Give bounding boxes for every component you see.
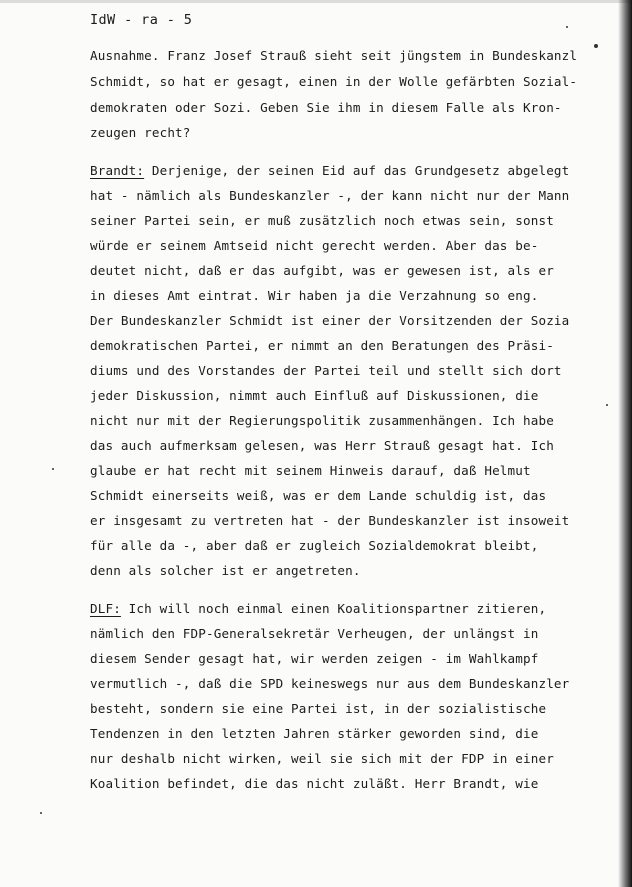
- text-line: denn als solcher ist er angetreten.: [90, 563, 361, 578]
- speaker-label: Brandt:: [90, 163, 145, 178]
- text-line: demokratischen Partei, er nimmt an den Beratungen des Präsi-: [90, 338, 554, 353]
- text-line: glaube er hat recht mit seinem Hinweis darauf, daß Helmut: [90, 463, 531, 478]
- text-line: diums und des Vorstandes der Partei teil und stellt sich dort: [90, 363, 562, 378]
- text-line: besteht, sondern sie eine Partei ist, in der sozialistische: [90, 701, 547, 716]
- text-line: deutet nicht, daß er das aufgibt, was er gewesen ist, als er: [90, 263, 554, 278]
- speaker-label: DLF:: [90, 601, 121, 616]
- text-line: würde er seinem Amtseid nicht gerecht werden. Aber das be-: [90, 238, 539, 253]
- page-reference: IdW - ra - 5: [90, 12, 193, 28]
- text-line: für alle da -, aber daß er zugleich Sozialdemokrat bleibt,: [90, 538, 539, 553]
- text-line: [90, 163, 569, 178]
- text-line: Der Bundeskanzler Schmidt ist einer der Vorsitzenden der Sozia: [90, 313, 570, 328]
- text-line: nicht nur mit der Regierungspolitik zusammenhängen. Ich habe: [90, 413, 554, 428]
- text-line: jeder Diskussion, nimmt auch Einfluß auf Diskussionen, die: [90, 388, 539, 403]
- text-line: nämlich den FDP-Generalsekretär Verheugen, der unlängst in: [90, 626, 539, 641]
- text-line: Schmidt einerseits weiß, was er dem Lande schuldig ist, das: [90, 488, 547, 503]
- text-line: er insgesamt zu vertreten hat - der Bundeskanzler ist insoweit: [90, 513, 570, 528]
- text-line: [90, 601, 546, 616]
- text-line: vermutlich -, daß die SPD keineswegs nur aus dem Bundeskanzler: [90, 676, 570, 691]
- text-line: Schmidt, so hat er gesagt, einen in der Wolle gefärbten Sozial-: [90, 74, 578, 89]
- line-text: Ich will noch einmal einen Koalitionspartner zitieren,: [120, 601, 547, 616]
- text-line: in dieses Amt eintrat. Wir haben ja die Verzahnung so eng.: [90, 288, 539, 303]
- text-line: das auch aufmerksam gelesen, was Herr Strauß gesagt hat. Ich: [90, 438, 554, 453]
- text-line: seiner Partei sein, er muß zusätzlich noch etwas sein, sonst: [90, 213, 554, 228]
- text-line: nur deshalb nicht wirken, weil sie sich mit der FDP in einer: [90, 751, 554, 766]
- text-line: diesem Sender gesagt hat, wir werden zeigen - im Wahlkampf: [90, 651, 539, 666]
- text-line: hat - nämlich als Bundeskanzler -, der kann nicht nur der Mann: [90, 188, 570, 203]
- text-line: zeugen recht?: [90, 125, 191, 140]
- text-line: Ausnahme. Franz Josef Strauß sieht seit jüngstem in Bundeskanzl: [90, 48, 578, 63]
- text-line: demokraten oder Sozi. Geben Sie ihm in diesem Falle als Kron-: [90, 100, 562, 115]
- text-line: Koalition befindet, die das nicht zuläßt. Herr Brandt, wie: [90, 776, 539, 791]
- text-line: Tendenzen in den letzten Jahren stärker geworden sind, die: [90, 726, 539, 741]
- line-text: Derjenige, der seinen Eid auf das Grundgesetz abgelegt: [144, 163, 570, 178]
